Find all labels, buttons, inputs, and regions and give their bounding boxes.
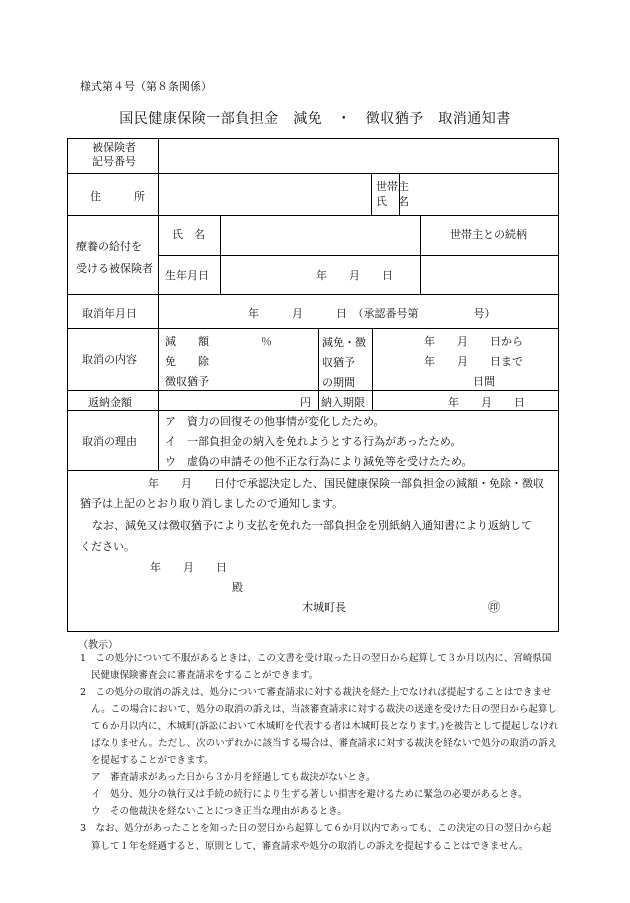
column-divider [420,215,421,294]
name-label: 氏 名 [172,228,205,241]
reason-option-c: ウ 虚偽の申請その他不正な行為により減免等を受けたため。 [165,455,473,468]
form-number-label: 様式第４号（第８条関係） [80,80,212,93]
notice-text: ください。 [80,540,135,553]
row-divider [68,294,558,295]
recipient-label: 療養の給付を 受ける被保険者 [76,240,153,275]
instruction-line: 3 なお、処分があったことを知った日の翌日から起算して６か月以内であっても、この決定の日の翌日から起 [80,823,552,834]
postponement-label: 徴収猶予 [165,375,209,388]
payment-deadline-label: 納入期限 [321,396,365,409]
reason-option-b: イ 一部負担金の納入を免れようとする行為があったため。 [165,435,462,448]
row-divider [68,173,558,174]
birthdate-label: 生年月日 [165,269,209,282]
instruction-line: 2 この処分の取消の訴えは、処分について審査請求に対する裁決を経た上でなければ提起することはできませ [80,687,552,698]
column-divider [158,139,159,470]
instructions-title: （教示） [78,640,118,651]
exemption-label: 免 除 [165,355,209,368]
reason-label: 取消の理由 [82,435,137,448]
instruction-line: 民健康保険審査会に審査請求をすることができます。 [91,670,319,681]
reduction-label: 減 額 [165,335,209,348]
column-divider [318,328,319,410]
cancel-date-label: 取消年月日 [82,307,137,320]
period-from: 年 月 日から [424,335,523,348]
instruction-line: ばなりません。ただし、次のいずれかに該当する場合は、審査請求に対する裁決を経ないで処分の取消の訴え [91,738,558,749]
instruction-line: て６か月以内に、木城町(訴訟において木城町を代表する者は木城町長となります。)を被告として提起しなけれ [91,721,559,732]
relation-label: 世帯主との続柄 [450,228,527,241]
instruction-line: 1 この処分について不服があるときは、この文書を受け取った日の翌日から起算して３か月以内に、宮崎県国 [80,653,552,664]
address-label: 住 所 [90,190,145,203]
notice-text: 年 月 日付で承認決定した、国民健康保険一部負担金の減額・免除・徴収 [148,477,544,490]
notice-form-table [67,138,559,632]
instruction-line: ウ その他裁決を経ないことにつき正当な理由があるとき。 [91,806,347,817]
seal-mark: ㊞ [488,600,501,614]
cancel-date-value: 年 月 日 （承認番号第 号） [248,307,496,320]
percent-sign: ％ [261,335,272,348]
notice-text: なお、減免又は徴収猶予により支払を免れた一部負担金を別紙納入通知書により返納して [92,519,532,532]
instruction-line: ア 審査請求があった日から３か月を経過しても裁決がないとき。 [91,772,376,783]
reason-option-a: ア 資力の回復その他事情が変化したため。 [165,415,385,428]
household-head-label: 世帯主 氏 名 [376,180,409,208]
period-label: 減免・徴 収猶予 の期間 [322,336,366,389]
instruction-line: イ 処分、処分の執行又は手続の続行により生ずる著しい損害を避けるために緊急の必要があるとき。 [91,789,528,800]
row-divider [68,328,558,329]
row-divider [68,470,558,471]
addressee-suffix: 殿 [232,581,243,594]
cancel-content-label: 取消の内容 [82,353,137,366]
instruction-line: ん。この場合において、処分の取消の訴えは、当該審査請求に対する裁決の送達を受けた日の翌日から起算し [91,704,557,715]
period-to: 年 月 日まで [424,355,523,368]
deadline-value: 年 月 日 [448,396,525,409]
document-title: 国民健康保険一部負担金 減免 ・ 徴収猶予 取消通知書 [119,111,511,127]
period-days: 日間 [473,375,495,388]
column-divider [372,328,373,410]
issuer-name: 木城町長 [302,601,346,614]
column-divider [371,173,372,215]
yen-unit: 円 [300,396,311,409]
instruction-line: 算して１年を経過すると、原則として、審査請求や処分の取消しの訴えを提起することはできません。 [91,841,529,852]
notice-text: 猶予は上記のとおり取り消しましたので通知します。 [80,497,344,510]
row-divider [68,410,558,411]
insured-number-label: 被保険者 記号番号 [92,141,136,168]
row-divider [68,215,558,216]
instruction-line: を提起することができます。 [91,755,214,766]
notice-date: 年 月 日 [150,561,227,574]
row-divider [158,255,558,256]
column-divider [220,215,221,294]
birthdate-value: 年 月 日 [316,269,393,282]
refund-amount-label: 返納金額 [88,396,132,409]
row-divider [68,390,558,391]
